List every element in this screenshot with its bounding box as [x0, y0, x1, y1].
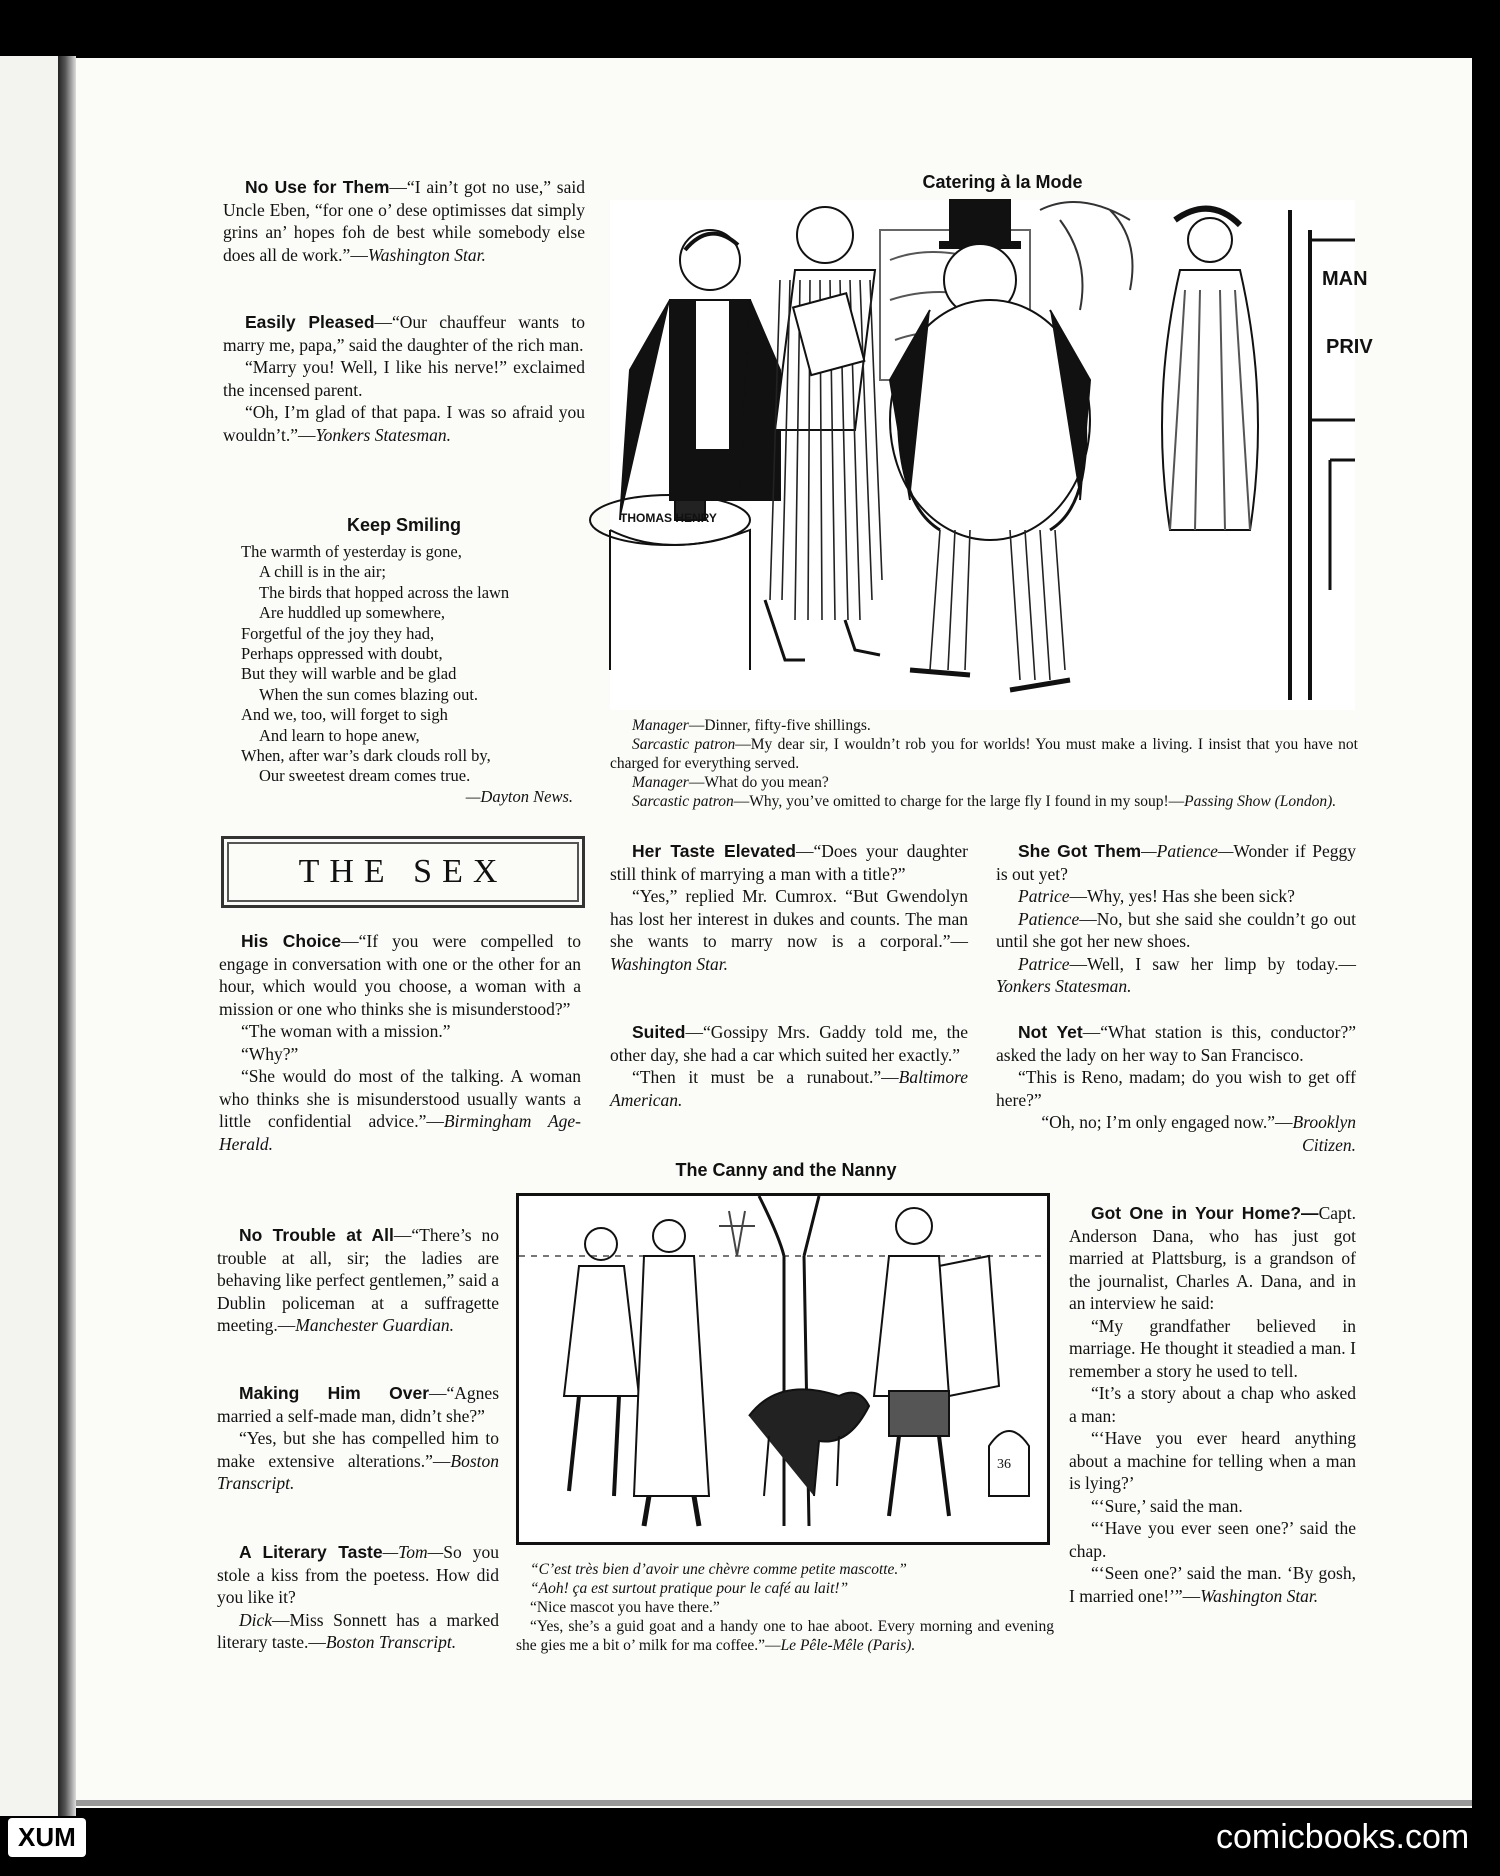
- joke-making-him-over: Making Him Over—“Agnes married a self-made man, didn’t she?” “Yes, but she has compelled him to make extensive alterations.”—Boston Transcript.: [217, 1383, 499, 1493]
- joke-easily-pleased: Easily Pleased—“Our chauffeur wants to marry me, papa,” said the daughter of the rich man. “Marry you! Well, I like his nerve!” exclaimed the incensed parent. “Oh, I’m glad of that papa. I was so afraid you wouldn’t.”—Yonkers Statesman.: [223, 312, 585, 445]
- poem-keep-smiling: The warmth of yesterday is gone, A chill is in the air; The birds that hopped across the lawn Are huddled up somewhere, Forgetful of the joy they had, Perhaps oppressed with doubt, But they will warble and be glad When the sun comes blazing out. And we, too, will forget to sigh And learn to hope anew, When, after war’s dark clouds roll by, Our sweetest dream comes true. —Dayton News.: [241, 542, 573, 806]
- cartoon-canny-nanny-illustration: [516, 1193, 1050, 1545]
- cartoon-canny-nanny-caption: “C’est très bien d’avoir une chèvre comme petite mascotte.” “Aoh! ça est surtout pratique pour le café au lait!” “Nice mascot you have there.” “Yes, she’s a guid goat and a handy one to hae aboot. Every morning and evening she gies me a bit o’ milk for ma coffee.”—Le Pêle-Mêle (Paris).: [516, 1561, 1054, 1654]
- cartoon-catering-illustration: [610, 200, 1373, 710]
- soldiers-goat-drawing: [519, 1196, 1047, 1542]
- grave-marker-number: 36: [997, 1457, 1011, 1472]
- joke-not-yet: Not Yet—“What station is this, conductor?” asked the lady on her way to San Francisco. “This is Reno, madam; do you wish to get off here?” “Oh, no; I’m only engaged now.”—Brooklyn Citizen.: [996, 1022, 1357, 1155]
- joke-she-got-them: She Got Them—Patience—Wonder if Peggy is out yet? Patrice—Why, yes! Has she been sick? Patience—No, but she said she couldn’t go out until she got her new shoes. Patrice—Well, I saw her limp by today.—Yonkers Statesman.: [996, 841, 1356, 996]
- section-title-box: [221, 836, 585, 908]
- binding-gutter: [58, 56, 76, 1816]
- joke-no-trouble: No Trouble at All—“There’s no trouble at all, sir; the ladies are behaving like perfect gentlemen,” said a Dublin policeman at a suffragette meeting.—Manchester Guardian.: [217, 1225, 499, 1335]
- restaurant-scene-drawing: [610, 200, 1373, 710]
- corner-label: XUM: [8, 1818, 86, 1857]
- section-title: THE SEX: [298, 853, 508, 890]
- artist-signature: THOMAS HENRY: [620, 511, 717, 525]
- joke-literary-taste: A Literary Taste—Tom—So you stole a kiss from the poetess. How did you like it? Dick—Miss Sonnett has a marked literary taste.—Boston Transcript.: [217, 1542, 499, 1652]
- cartoon-title-catering: Catering à la Mode: [922, 172, 1083, 192]
- joke-no-use: No Use for Them—“I ain’t got no use,” said Uncle Eben, “for one o’ dese optimisses dat simply grins an’ hopes foh de best while somebody else does all de work.”—Washington Star.: [223, 177, 585, 265]
- previous-page-edge: [0, 56, 58, 1816]
- joke-got-one-in-your-home: Got One in Your Home?—Capt. Anderson Dana, who has just got married at Plattsburg, is a grandson of the journalist, Charles A. Dana, and in an interview he said: “My grandfather believed in marriage. He thought it steadied a man. I remember a story he used to tell. “It’s a story about a chap who asked a man: “‘Have you ever heard anything about a machine for telling when a man is lying?’ “‘Sure,’ said the man. “‘Have you ever seen one?’ said the chap. “‘Seen one?’ said the man. ‘By gosh, I married one!’”—Washington Star.: [1069, 1203, 1356, 1606]
- page-bottom-edge: [76, 1800, 1472, 1806]
- cartoon-title-canny-nanny: The Canny and the Nanny: [675, 1160, 897, 1180]
- cartoon-catering-caption: Manager—Dinner, fifty-five shillings. Sarcastic patron—My dear sir, I wouldn’t rob you for worlds! You must make a living. I insist that you have not charged for everything served. Manager—What do you mean? Sarcastic patron—Why, you’ve omitted to charge for the large fly I found in my soup!—Passing Show (London).: [610, 717, 1358, 810]
- door-sign-line1: MAN: [1322, 268, 1368, 290]
- joke-her-taste-elevated: Her Taste Elevated—“Does your daughter still think of marrying a man with a title?” “Yes,” replied Mr. Cumrox. “But Gwendolyn has lost her interest in dukes and counts. The man she wants to marry now is a corporal.”—Washington Star.: [610, 841, 968, 974]
- poem-title: Keep Smiling: [346, 515, 462, 535]
- joke-his-choice: His Choice—“If you were compelled to engage in conversation with one or the other for an hour, which would you choose, a woman with a mission or one who thinks she is misunderstood?” “The woman with a mission.” “Why?” “She would do most of the talking. A woman who thinks she is misunderstood usually wants a little confidential advice.”—Birmingham Age-Herald.: [219, 931, 581, 1154]
- joke-suited: Suited—“Gossipy Mrs. Gaddy told me, the other day, she had a car which suited her exactly.” “Then it must be a runabout.”—Baltimore American.: [610, 1022, 968, 1110]
- site-watermark: comicbooks.com: [1216, 1818, 1470, 1856]
- door-sign-line2: PRIV: [1326, 336, 1373, 358]
